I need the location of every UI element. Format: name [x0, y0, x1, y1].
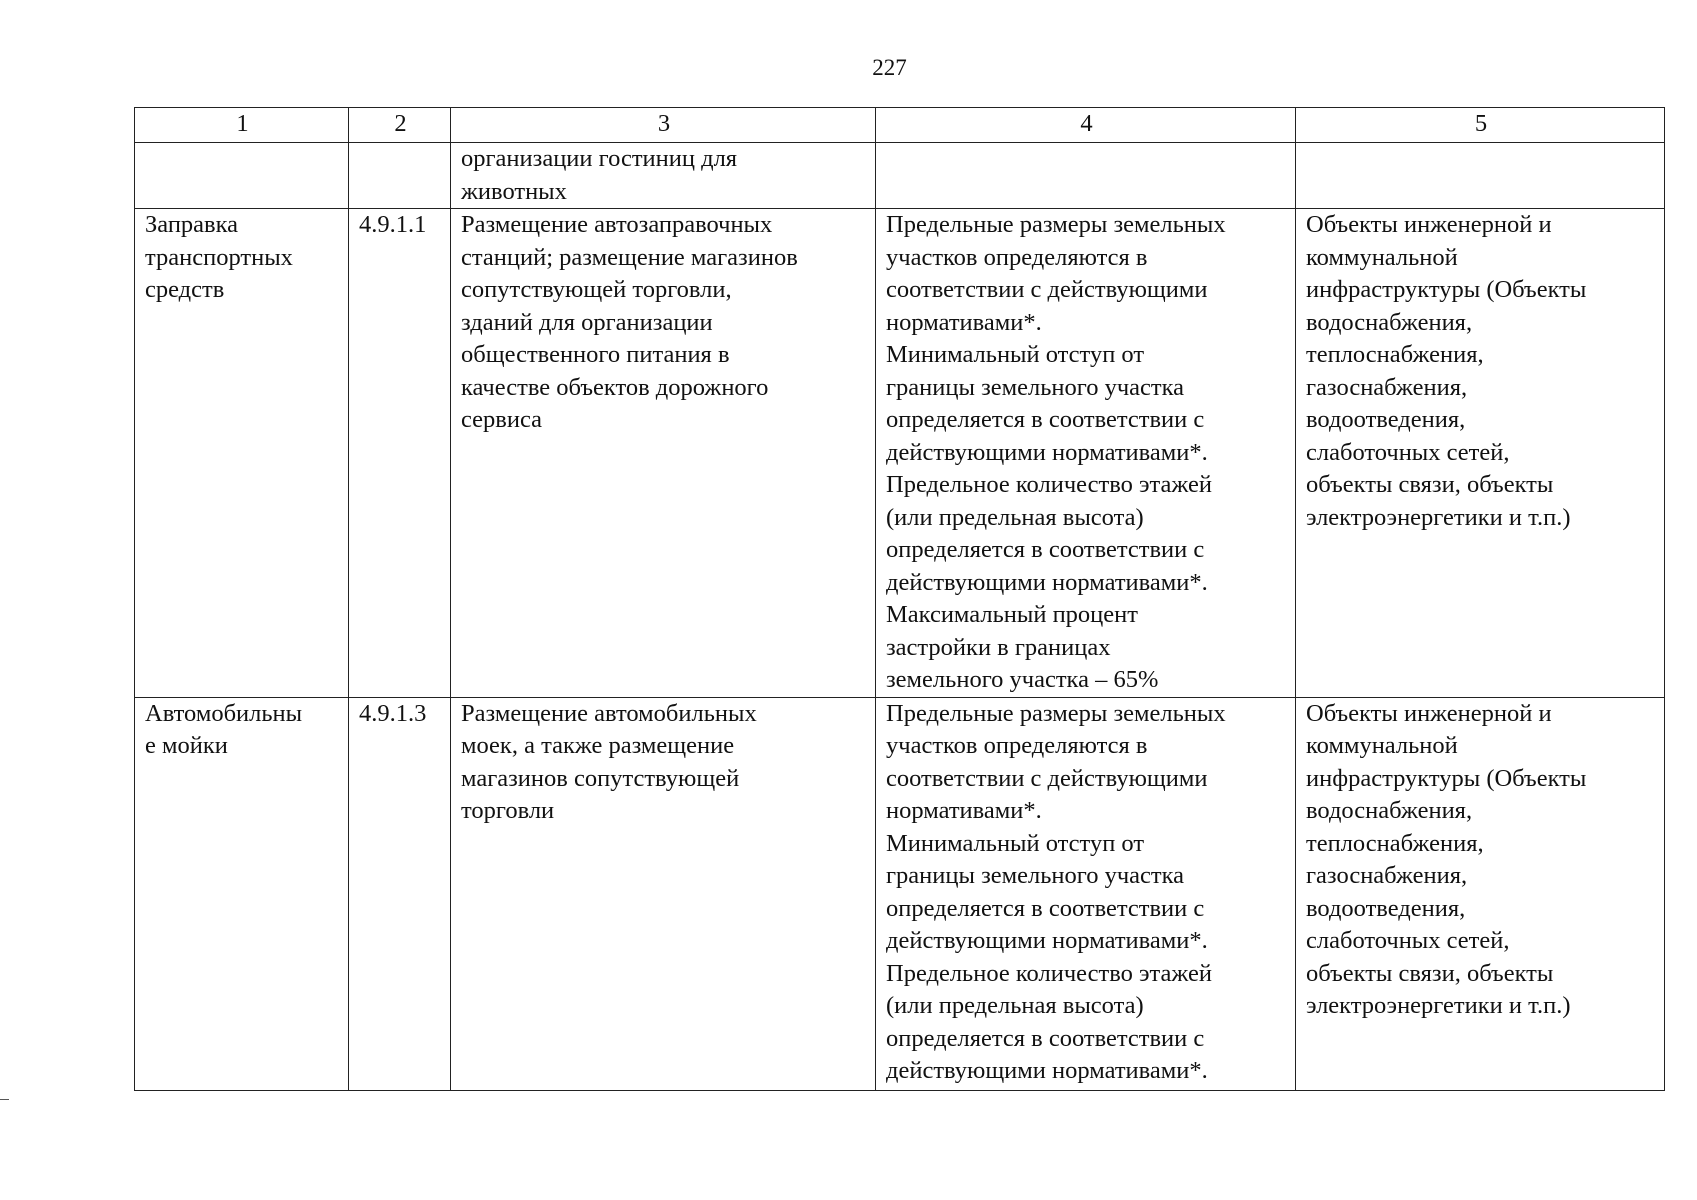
text-line: водоотведения, — [1306, 406, 1466, 433]
text-line: газоснабжения, — [1306, 862, 1468, 889]
text-line: слаботочных сетей, — [1306, 438, 1510, 466]
text-line: действующими нормативами*. — [886, 438, 1208, 466]
text-line: действующими нормативами*. — [886, 927, 1208, 954]
text-line: торговли — [461, 797, 555, 824]
text-line: сопутствующей торговли, — [461, 276, 732, 303]
use-name-cell — [135, 209, 349, 698]
text-line: определяется в соответствии с — [886, 406, 1205, 433]
text-line: магазинов сопутствующей — [461, 764, 740, 792]
column-header-2: 2 — [349, 108, 451, 143]
text-line: моек, а также размещение — [461, 732, 735, 759]
use-name-cell — [135, 697, 349, 1090]
text-line: электроэнергетики и т.п.) — [1306, 503, 1571, 531]
text-line: животных — [461, 177, 567, 205]
text-line: определяется в соответствии с — [886, 1024, 1205, 1052]
use-code-text: 4.9.1.3 — [359, 699, 427, 727]
text-line: инфраструктуры (Объекты — [1306, 764, 1587, 792]
text-line: качестве объектов дорожного — [461, 373, 769, 401]
engineering-objects-text — [1306, 209, 1656, 534]
use-description-text — [461, 209, 867, 437]
text-line: газоснабжения, — [1306, 373, 1468, 401]
text-line: Минимальный отступ от — [886, 829, 1145, 857]
use-name-text — [145, 698, 340, 763]
text-line: станций; размещение магазинов — [461, 243, 798, 271]
column-header-3: 3 — [451, 108, 876, 143]
parameters-text — [886, 209, 1287, 697]
text-line: слаботочных сетей, — [1306, 927, 1510, 954]
text-line: Предельные размеры земельных — [886, 699, 1226, 727]
page-number: 227 — [872, 55, 907, 80]
text-line: инфраструктуры (Объекты — [1306, 276, 1587, 303]
use-description-text — [461, 143, 867, 208]
table-row-fuel-stations — [135, 209, 1665, 698]
text-line: Заправка — [145, 211, 239, 238]
use-description-cell — [451, 697, 876, 1090]
text-line: (или предельная высота) — [886, 992, 1144, 1019]
text-line: Размещение автозаправочных — [461, 211, 773, 238]
text-line: средств — [145, 276, 225, 303]
text-line: Автомобильны — [145, 699, 303, 727]
text-line: Максимальный процент — [886, 601, 1138, 628]
use-description-text — [461, 698, 867, 828]
text-line: границы земельного участка — [886, 862, 1185, 889]
column-header-1: 1 — [135, 108, 349, 143]
text-line: Объекты инженерной и — [1306, 699, 1552, 727]
text-line: действующими нормативами*. — [886, 568, 1208, 596]
column-number-header-row — [135, 108, 1665, 143]
text-line: участков определяются в — [886, 243, 1148, 271]
engineering-objects-cell — [1296, 697, 1665, 1090]
use-description-cell — [451, 143, 876, 209]
text-line: транспортных — [145, 243, 293, 271]
text-line: коммунальной — [1306, 732, 1458, 759]
text-line: Предельное количество этажей — [886, 471, 1212, 498]
table-row-continuation — [135, 143, 1665, 209]
text-line: земельного участка – 65% — [886, 666, 1159, 693]
table-row-car-washes — [135, 697, 1665, 1090]
text-line: зданий для организации — [461, 308, 713, 336]
text-line: объекты связи, объекты — [1306, 471, 1554, 498]
engineering-objects-text — [1306, 698, 1656, 1023]
parameters-cell — [876, 209, 1296, 698]
text-line: определяется в соответствии с — [886, 894, 1205, 922]
text-line: теплоснабжения, — [1306, 341, 1484, 368]
parameters-text — [886, 698, 1287, 1088]
column-header-4: 4 — [876, 108, 1296, 143]
text-line: коммунальной — [1306, 243, 1458, 271]
use-name-text — [145, 209, 340, 307]
text-line: водоснабжения, — [1306, 308, 1473, 336]
use-code-text: 4.9.1.1 — [359, 211, 427, 238]
use-code-cell — [349, 143, 451, 209]
text-line: организации гостиниц для — [461, 145, 738, 172]
use-name-cell — [135, 143, 349, 209]
text-line: застройки в границах — [886, 633, 1111, 661]
text-line: нормативами*. — [886, 308, 1042, 336]
text-line: границы земельного участка — [886, 373, 1185, 401]
use-description-cell — [451, 209, 876, 698]
engineering-objects-cell — [1296, 209, 1665, 698]
use-code-cell — [349, 697, 451, 1090]
text-line: Предельные размеры земельных — [886, 211, 1226, 238]
use-code-cell — [349, 209, 451, 698]
text-line: нормативами*. — [886, 797, 1042, 824]
parameters-cell — [876, 143, 1296, 209]
parameters-cell — [876, 697, 1296, 1090]
text-line: Размещение автомобильных — [461, 699, 757, 727]
column-header-5: 5 — [1296, 108, 1665, 143]
text-line: е мойки — [145, 732, 228, 759]
scan-margin-mark — [0, 1099, 9, 1100]
text-line: определяется в соответствии с — [886, 536, 1205, 563]
text-line: действующими нормативами*. — [886, 1057, 1208, 1084]
text-line: объекты связи, объекты — [1306, 959, 1554, 987]
engineering-objects-cell — [1296, 143, 1665, 209]
text-line: Минимальный отступ от — [886, 341, 1145, 368]
text-line: Объекты инженерной и — [1306, 211, 1552, 238]
text-line: соответствии с действующими — [886, 276, 1208, 303]
text-line: водоотведения, — [1306, 894, 1466, 922]
land-use-table — [134, 107, 1665, 1091]
text-line: Предельное количество этажей — [886, 959, 1212, 987]
text-line: электроэнергетики и т.п.) — [1306, 992, 1571, 1019]
text-line: общественного питания в — [461, 341, 730, 368]
text-line: соответствии с действующими — [886, 764, 1208, 792]
text-line: сервиса — [461, 406, 543, 433]
text-line: водоснабжения, — [1306, 797, 1473, 824]
text-line: (или предельная высота) — [886, 503, 1144, 531]
text-line: теплоснабжения, — [1306, 829, 1484, 857]
text-line: участков определяются в — [886, 732, 1148, 759]
